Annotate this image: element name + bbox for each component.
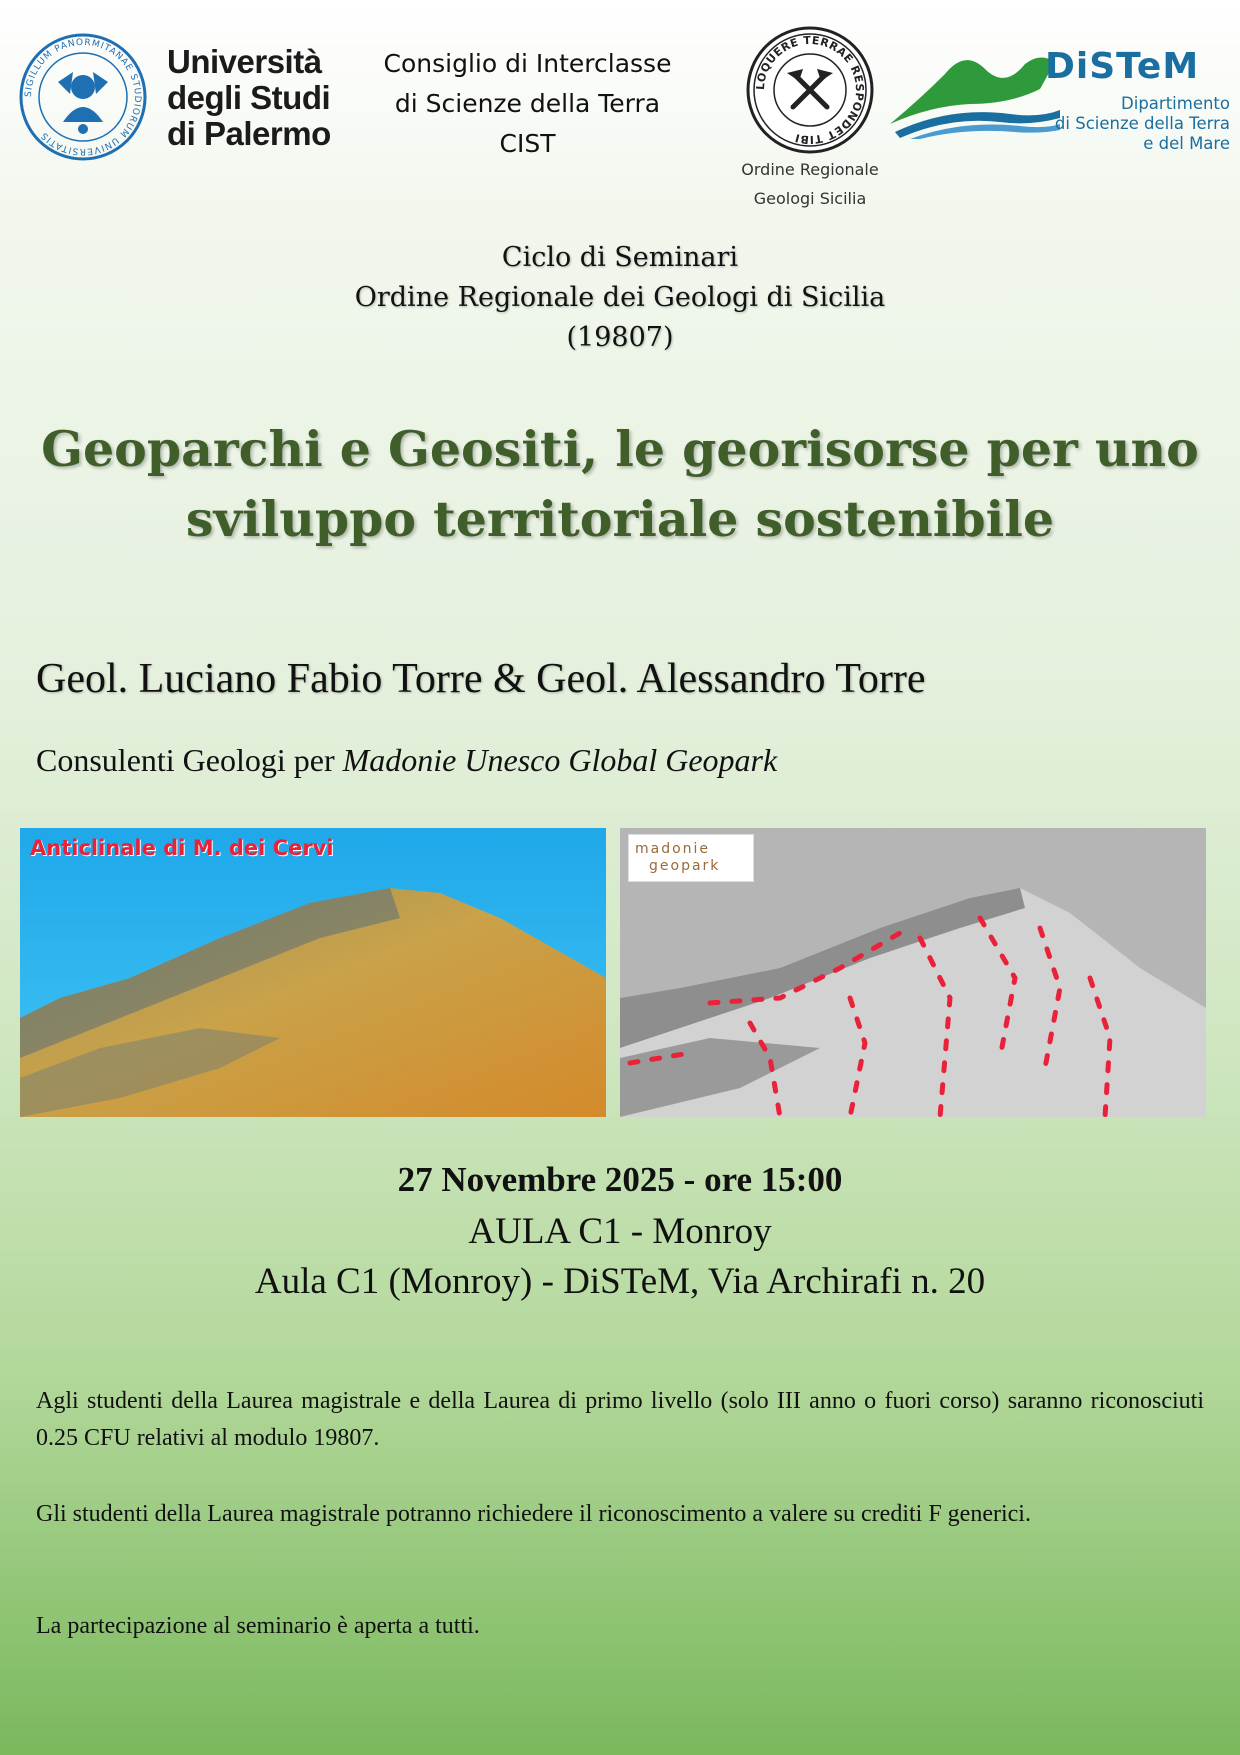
series-line-2: Ordine Regionale dei Geologi di Sicilia <box>354 282 886 313</box>
ordine-geologi-logo <box>745 25 875 155</box>
distem-subtitle: Dipartimento di Scienze della Terra e del Mare <box>1054 94 1230 153</box>
note-cfu: Agli studenti della Laurea magistrale e della Laurea di primo livello (solo III anno o fuori corso) saranno riconosciuti 0.25 CFU relativi al modulo 19807. <box>36 1388 1204 1451</box>
unipa-wordmark: Università degli Studi di Palermo <box>167 43 331 152</box>
photo-geopark <box>620 828 1206 1117</box>
madonie-geopark-logo: madonie geopark <box>628 834 754 882</box>
distem-name: DiSTeM <box>1045 46 1200 87</box>
event-date: 27 Novembre 2025 - ore 15:00 <box>397 1160 843 1199</box>
series-line-3: (19807) <box>566 322 674 353</box>
ordine-label: Ordine Regionale Geologi Sicilia <box>741 160 879 208</box>
note-open: La partecipazione al seminario è aperta a tutti. <box>36 1613 480 1639</box>
mountain-color-photo <box>20 828 606 1117</box>
series-line-1: Ciclo di Seminari <box>501 242 739 273</box>
photo-anticlinale <box>20 828 606 1117</box>
seminar-title: Geoparchi e Geositi, le georisorse per uno sviluppo territoriale sostenibile <box>41 420 1199 548</box>
seminar-series <box>270 238 970 358</box>
speakers: Geol. Luciano Fabio Torre & Geol. Alessandro Torre <box>36 656 926 702</box>
photo-label: Anticlinale di M. dei Cervi <box>30 836 334 860</box>
cist-heading: Consiglio di Interclasse di Scienze della Terra CIST <box>383 49 672 158</box>
event-room: AULA C1 - Monroy <box>468 1211 772 1252</box>
svg-text:LOQUERE TERRAE RESPONDET TIBI: LOQUERE TERRAE RESPONDET TIBI <box>753 33 867 147</box>
unipa-logo <box>18 32 148 162</box>
note-credits: Gli studenti della Laurea magistrale potranno richiedere il riconoscimento a valere su crediti F generici. <box>36 1501 1031 1527</box>
svg-text:SIGILLUM PANORMITANAE STUDIORU: SIGILLUM PANORMITANAE STUDIORUM UNIVERSITATIS <box>23 37 143 157</box>
consultants-line: Consulenti Geologi per Madonie Unesco Global Geopark <box>36 742 778 778</box>
unipa-seal-icon <box>18 32 148 162</box>
ordine-seal-icon <box>745 25 875 155</box>
event-address: Aula C1 (Monroy) - DiSTeM, Via Archirafi n. 20 <box>254 1261 986 1302</box>
